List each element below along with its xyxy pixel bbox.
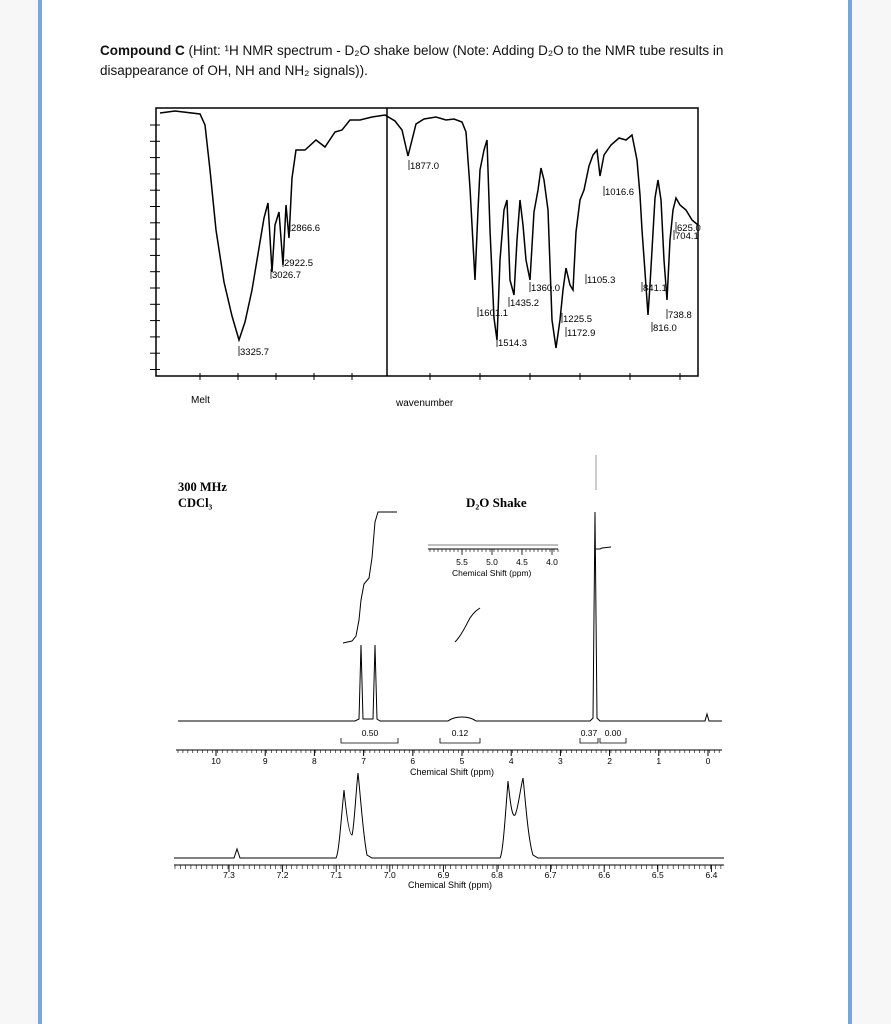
nmr-axis-ticks bbox=[178, 750, 719, 766]
nmr-axis-label: Chemical Shift (ppm) bbox=[410, 767, 495, 777]
zoom-axis-ticks bbox=[175, 865, 721, 880]
zoom-tick-label: 6.5 bbox=[651, 870, 664, 880]
inset-integral-curve bbox=[455, 608, 480, 642]
nmr-inset bbox=[428, 545, 558, 642]
nmr-tick-label: 7 bbox=[361, 756, 366, 766]
ir-axis-label: wavenumber bbox=[396, 398, 454, 409]
ir-peak-label: 1514.3 bbox=[498, 338, 528, 349]
nmr-tick-label: 1 bbox=[656, 756, 662, 766]
ir-peak-label: 2922.5 bbox=[284, 258, 314, 269]
ir-peak-label: 625.0 bbox=[677, 223, 701, 234]
ir-peak-label: 1601.1 bbox=[479, 308, 509, 319]
zoom-tick-label: 6.4 bbox=[705, 870, 718, 880]
ir-peak-label: 1016.6 bbox=[605, 187, 635, 198]
integral-value: 0.00 bbox=[604, 728, 622, 738]
ir-spectrum bbox=[150, 108, 701, 409]
nmr-trace bbox=[178, 512, 722, 721]
nmr-tick-label: 0 bbox=[705, 756, 711, 766]
ir-peak-label: 1435.2 bbox=[510, 298, 540, 309]
inset-tick-label: 5.5 bbox=[456, 557, 468, 567]
integral-bracket bbox=[600, 738, 626, 743]
inset-tick-label: 5.0 bbox=[486, 557, 498, 567]
zoom-tick-label: 6.9 bbox=[437, 870, 450, 880]
inset-axis-label: Chemical Shift (ppm) bbox=[452, 568, 532, 578]
inset-tick-label: 4.0 bbox=[546, 557, 558, 567]
ir-peak-label: 1172.9 bbox=[567, 328, 596, 339]
nmr-tick-label: 4 bbox=[508, 756, 514, 766]
zoom-tick-label: 7.3 bbox=[223, 870, 235, 880]
compound-label: Compound C bbox=[100, 43, 185, 58]
ir-trace bbox=[160, 111, 698, 348]
zoom-tick-label: 6.7 bbox=[544, 870, 557, 880]
ir-peak-label: 1105.3 bbox=[587, 275, 616, 286]
nmr-tick-label: 8 bbox=[312, 756, 317, 766]
zoom-tick-label: 7.2 bbox=[276, 870, 289, 880]
nmr-tick-label: 5 bbox=[459, 756, 465, 766]
nmr-spectrum bbox=[174, 455, 724, 890]
ir-peak-label: 1225.5 bbox=[563, 314, 593, 325]
nmr-tick-label: 2 bbox=[607, 756, 612, 766]
inset-tick-label: 4.5 bbox=[516, 557, 528, 567]
nmr-zoom-trace bbox=[174, 773, 724, 858]
integral-bracket bbox=[440, 738, 480, 743]
integral-value: 0.37 bbox=[580, 728, 598, 738]
ir-peak-label: 3026.7 bbox=[272, 270, 302, 281]
nmr-frequency: 300 MHz bbox=[178, 480, 227, 494]
nmr-tick-label: 6 bbox=[410, 756, 416, 766]
zoom-tick-label: 6.8 bbox=[491, 870, 503, 880]
ir-peak-label: 2866.6 bbox=[291, 223, 321, 234]
hint-text: (Hint: ¹H NMR spectrum - D₂O shake below (Note: Adding D₂O to the NMR tube results in disappearance of OH, NH and NH₂ signals)). bbox=[100, 43, 724, 78]
ir-peak-label: 841.1 bbox=[643, 283, 667, 294]
nmr-solvent: CDCl₃ bbox=[178, 496, 213, 510]
integral-value: 0.50 bbox=[361, 728, 379, 738]
zoom-tick-label: 7.0 bbox=[383, 870, 396, 880]
nmr-tick-label: 9 bbox=[262, 756, 268, 766]
ir-peak-label: 3325.7 bbox=[240, 347, 270, 358]
zoom-tick-label: 7.1 bbox=[330, 870, 343, 880]
ir-peak-label: 704.1 bbox=[675, 231, 699, 242]
ir-peak-label: 738.8 bbox=[668, 310, 692, 321]
ir-peak-label: 1360.0 bbox=[531, 283, 561, 294]
nmr-tick-label: 10 bbox=[211, 756, 221, 766]
ir-melt-label: Melt bbox=[191, 395, 210, 406]
integral-bracket bbox=[341, 738, 398, 743]
zoom-tick-label: 6.6 bbox=[598, 870, 611, 880]
inset-ticks bbox=[428, 545, 558, 567]
ir-peak-label: 1877.0 bbox=[410, 161, 440, 172]
ir-peak-label: 816.0 bbox=[653, 323, 677, 334]
integral-bracket bbox=[580, 738, 598, 743]
nmr-integrals bbox=[341, 728, 626, 743]
integral-value: 0.12 bbox=[451, 728, 469, 738]
zoom-axis-label: Chemical Shift (ppm) bbox=[408, 880, 493, 890]
d2o-shake-label: D₂O Shake bbox=[466, 495, 527, 510]
nmr-tick-label: 3 bbox=[558, 756, 563, 766]
